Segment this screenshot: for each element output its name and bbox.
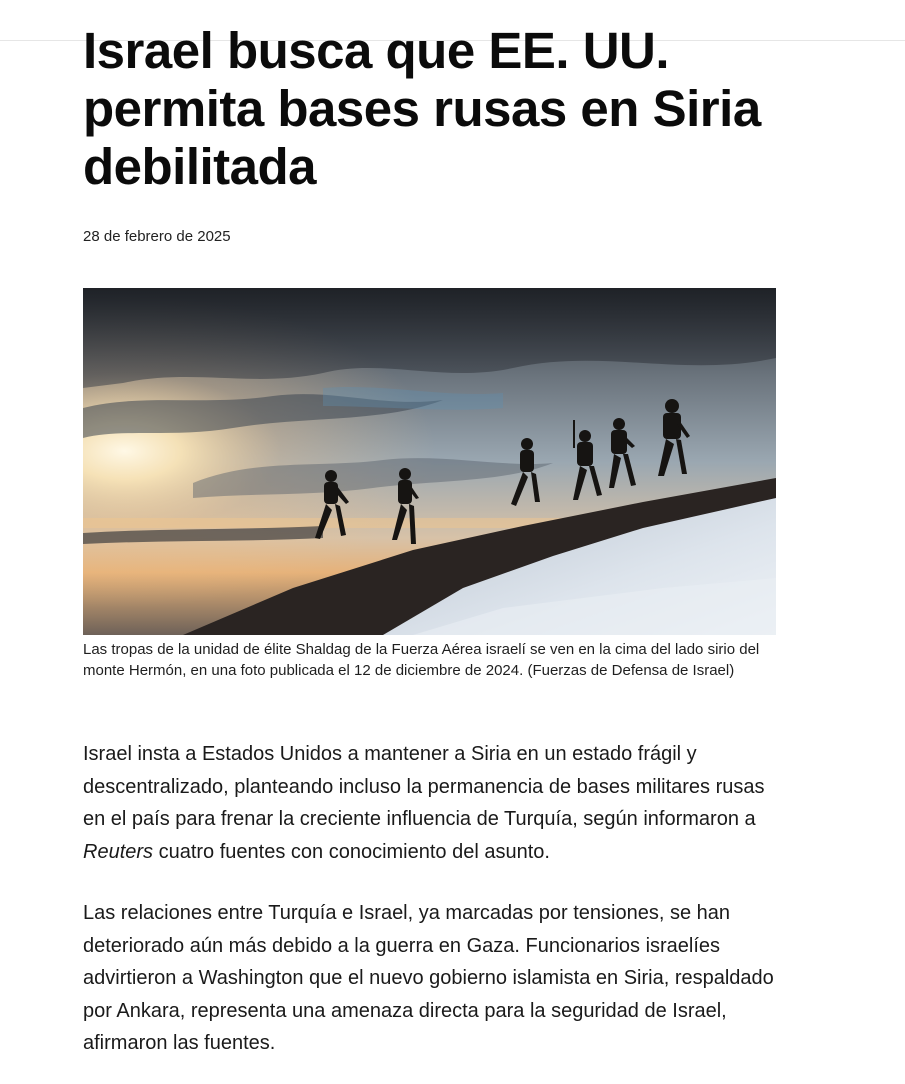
article-title: Israel busca que EE. UU. permita bases rusas en Siria debilitada [83, 22, 761, 195]
paragraph-1-text-start: Israel insta a Estados Unidos a mantener a Siria en un estado frágil y descentralizado, planteando incluso la permanencia de bases militares rusas en el país para frenar la creciente influencia de Turquía, según informaron a [83, 743, 765, 830]
mountain-soldiers-photo [83, 288, 776, 635]
article-paragraph-2: Las relaciones entre Turquía e Israel, ya marcadas por tensiones, se han deteriorado aún más debido a la guerra en Gaza. Funcionarios israelíes advirtieron a Washington que el nuevo gobierno islamista en Siria, respaldado por Ankara, representa una amenaza directa para la seguridad de Israel, afirmaron las fuentes. [83, 902, 774, 1054]
reuters-source: Reuters [83, 840, 154, 863]
article-paragraph-1 [83, 738, 783, 868]
paragraph-1-text-end: cuatro fuentes con conocimiento del asunto. [153, 840, 550, 863]
article-date: 28 de febrero de 2025 [83, 228, 231, 245]
photo-caption: Las tropas de la unidad de élite Shaldag de la Fuerza Aérea israelí se ven en la cima del lado sirio del monte Hermón, en una foto publicada el 12 de diciembre de 2024. (Fuerzas de Defensa de Israel) [83, 641, 760, 679]
article-photo [83, 288, 776, 635]
